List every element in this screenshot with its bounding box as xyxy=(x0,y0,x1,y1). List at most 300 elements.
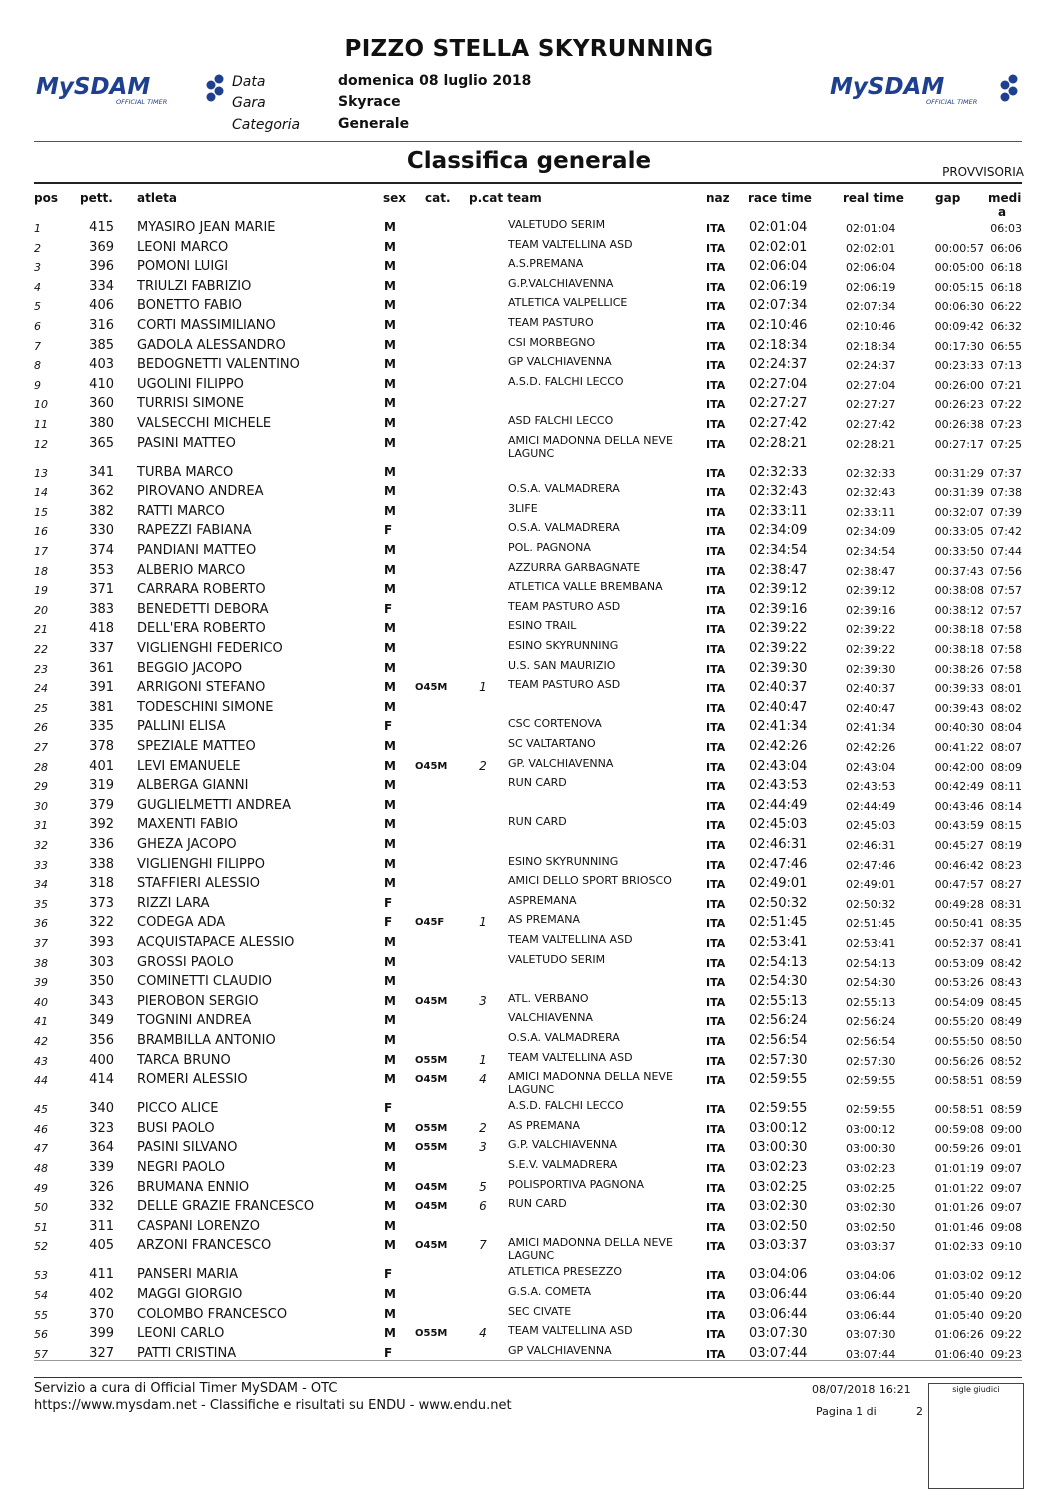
row-pos: 35 xyxy=(34,897,48,911)
table-row xyxy=(0,463,1058,483)
row-sex: F xyxy=(384,1101,393,1116)
row-average: 09:07 xyxy=(990,1181,1022,1195)
table-row xyxy=(0,1265,1058,1285)
row-sex: M xyxy=(384,1218,396,1233)
row-bib: 402 xyxy=(89,1287,114,1302)
row-gap: 00:38:18 xyxy=(934,643,984,656)
row-bib: 391 xyxy=(89,680,114,696)
meta-value-race: Skyrace xyxy=(338,94,401,110)
row-gap: 00:26:23 xyxy=(934,398,984,412)
row-nation: ITA xyxy=(706,339,726,353)
row-nation: ITA xyxy=(706,780,726,794)
row-nation: ITA xyxy=(706,1074,726,1088)
row-average: 09:08 xyxy=(990,1220,1022,1234)
row-race-time: 03:04:06 xyxy=(749,1267,808,1283)
row-sex: M xyxy=(384,954,396,969)
row-athlete: MYASIRO JEAN MARIE xyxy=(137,220,276,235)
row-real-time: 02:54:13 xyxy=(846,956,896,970)
row-sex: M xyxy=(384,993,396,1008)
row-gap: 00:58:51 xyxy=(934,1103,984,1117)
row-gap: 00:38:08 xyxy=(934,584,984,598)
table-row xyxy=(0,1178,1058,1198)
row-athlete: GUGLIELMETTI ANDREA xyxy=(137,797,292,813)
table-row xyxy=(0,796,1058,816)
row-pos: 14 xyxy=(34,486,48,500)
row-sex: M xyxy=(384,935,396,949)
row-athlete: PIROVANO ANDREA xyxy=(137,484,264,500)
row-athlete: ALBERIO MARCO xyxy=(137,562,246,578)
row-average: 08:41 xyxy=(990,937,1022,950)
row-real-time: 02:24:37 xyxy=(846,359,896,373)
row-gap: 00:06:30 xyxy=(934,300,984,314)
row-bib: 318 xyxy=(89,876,114,892)
row-athlete: ARRIGONI STEFANO xyxy=(137,680,266,696)
row-gap: 00:52:37 xyxy=(934,937,984,950)
row-real-time: 02:27:27 xyxy=(846,398,896,412)
row-pos: 10 xyxy=(34,398,48,412)
row-average: 07:57 xyxy=(990,603,1022,617)
row-athlete: GHEZA JACOPO xyxy=(137,837,237,852)
row-average: 08:09 xyxy=(990,760,1022,774)
row-athlete: BENEDETTI DEBORA xyxy=(137,601,269,617)
row-race-time: 02:56:24 xyxy=(749,1013,808,1029)
row-nation: ITA xyxy=(706,1142,726,1156)
row-race-time: 03:06:44 xyxy=(749,1287,808,1302)
row-team: TEAM PASTURO ASD xyxy=(508,678,621,692)
row-category-rank: 1 xyxy=(479,915,487,930)
row-pos: 3 xyxy=(34,261,41,275)
row-team: CSI MORBEGNO xyxy=(508,335,596,349)
row-nation: ITA xyxy=(706,1054,726,1068)
row-race-time: 02:56:54 xyxy=(749,1033,808,1048)
row-sex: F xyxy=(384,719,393,734)
table-row xyxy=(0,659,1058,679)
row-real-time: 02:06:04 xyxy=(846,261,896,275)
row-race-time: 02:59:55 xyxy=(749,1101,808,1117)
row-pos: 31 xyxy=(34,819,48,833)
row-real-time: 02:32:33 xyxy=(846,466,896,480)
row-nation: ITA xyxy=(706,1201,726,1215)
table-row xyxy=(0,414,1058,434)
row-bib: 326 xyxy=(89,1179,114,1195)
row-team: RUN CARD xyxy=(508,1197,567,1211)
row-pos: 16 xyxy=(34,525,48,539)
row-race-time: 02:44:49 xyxy=(749,797,808,813)
table-row xyxy=(0,972,1058,992)
row-race-time: 02:42:26 xyxy=(749,739,808,754)
row-category: O55M xyxy=(415,1142,448,1154)
row-category-rank: 4 xyxy=(479,1072,487,1087)
row-race-time: 02:32:43 xyxy=(749,484,808,500)
row-nation: ITA xyxy=(706,721,726,735)
row-race-time: 02:39:22 xyxy=(749,621,808,637)
row-average: 08:14 xyxy=(990,799,1022,813)
row-pos: 6 xyxy=(34,320,41,333)
row-nation: ITA xyxy=(706,858,726,872)
row-team: S.E.V. VALMADRERA xyxy=(508,1158,618,1171)
row-gap: 00:33:50 xyxy=(934,545,984,558)
row-team: RUN CARD xyxy=(508,815,567,829)
row-sex: M xyxy=(384,739,396,753)
row-category-rank: 2 xyxy=(479,758,487,773)
row-nation: ITA xyxy=(706,241,726,255)
col-header-sex: sex xyxy=(383,191,407,205)
row-pos: 7 xyxy=(34,339,41,353)
row-athlete: BRUMANA ENNIO xyxy=(137,1179,250,1195)
row-race-time: 02:33:11 xyxy=(749,503,808,519)
row-athlete: GADOLA ALESSANDRO xyxy=(137,337,286,353)
row-athlete: PANDIANI MATTEO xyxy=(137,543,257,558)
row-average: 09:20 xyxy=(990,1308,1022,1322)
table-row xyxy=(0,375,1058,395)
row-bib: 341 xyxy=(89,464,114,480)
row-sex: F xyxy=(384,1267,393,1282)
row-bib: 365 xyxy=(89,435,114,451)
row-nation: ITA xyxy=(706,662,726,676)
row-athlete: PASINI SILVANO xyxy=(137,1140,238,1156)
row-sex: M xyxy=(384,1326,396,1341)
row-race-time: 02:34:54 xyxy=(749,543,808,558)
row-sex: M xyxy=(384,1199,396,1214)
row-team: O.S.A. VALMADRERA xyxy=(508,1031,620,1044)
row-average: 08:02 xyxy=(990,701,1022,715)
row-race-time: 02:27:27 xyxy=(749,396,808,412)
row-team: 3LIFE xyxy=(508,501,538,515)
row-race-time: 03:07:44 xyxy=(749,1345,808,1361)
row-average: 08:07 xyxy=(990,741,1022,754)
row-gap: 00:54:09 xyxy=(934,995,984,1009)
table-top-rule xyxy=(34,182,1022,184)
row-race-time: 02:39:16 xyxy=(749,601,808,617)
row-nation: ITA xyxy=(706,398,726,412)
row-athlete: UGOLINI FILIPPO xyxy=(137,376,244,392)
row-bib: 319 xyxy=(89,778,114,794)
row-bib: 415 xyxy=(89,220,114,235)
row-average: 08:27 xyxy=(990,878,1022,892)
table-row xyxy=(0,316,1058,336)
row-team: A.S.D. FALCHI LECCO xyxy=(508,374,624,388)
row-athlete: VIGLIENGHI FEDERICO xyxy=(137,641,283,656)
table-row xyxy=(0,355,1058,375)
row-real-time: 03:04:06 xyxy=(846,1269,896,1283)
row-athlete: CARRARA ROBERTO xyxy=(137,582,266,598)
row-gap: 00:49:28 xyxy=(934,897,984,911)
row-real-time: 02:40:47 xyxy=(846,701,896,715)
row-athlete: BEGGIO JACOPO xyxy=(137,660,243,676)
row-athlete: MAXENTI FABIO xyxy=(137,817,239,833)
row-sex: M xyxy=(384,1013,396,1028)
row-pos: 49 xyxy=(34,1181,48,1195)
row-gap: 00:59:08 xyxy=(934,1122,984,1136)
row-team: TEAM PASTURO ASD xyxy=(508,599,621,613)
row-gap: 00:31:39 xyxy=(934,486,984,500)
row-nation: ITA xyxy=(706,897,726,911)
row-team: SC VALTARTANO xyxy=(508,737,596,750)
row-team: ATLETICA PRESEZZO xyxy=(508,1265,623,1279)
row-gap: 00:39:43 xyxy=(934,701,984,715)
row-sex: M xyxy=(384,660,396,675)
row-sex: M xyxy=(384,974,396,989)
status-badge: PROVVISORIA xyxy=(942,165,1024,179)
col-header-naz: naz xyxy=(706,191,730,205)
row-sex: M xyxy=(384,837,396,851)
row-gap: 01:05:40 xyxy=(934,1308,984,1322)
logo-tagline: OFFICIAL TIMER xyxy=(926,98,978,106)
table-row xyxy=(0,336,1058,356)
row-athlete: PALLINI ELISA xyxy=(137,719,226,735)
row-real-time: 02:02:01 xyxy=(846,241,896,255)
row-team: SEC CIVATE xyxy=(508,1304,572,1318)
row-real-time: 03:00:30 xyxy=(846,1142,896,1156)
row-gap: 00:45:27 xyxy=(934,839,984,852)
row-athlete: TURBA MARCO xyxy=(137,464,234,480)
row-nation: ITA xyxy=(706,320,726,333)
row-sex: M xyxy=(384,582,396,597)
row-nation: ITA xyxy=(706,603,726,617)
row-real-time: 03:02:25 xyxy=(846,1181,896,1195)
row-race-time: 02:45:03 xyxy=(749,817,808,833)
row-nation: ITA xyxy=(706,682,726,696)
row-athlete: BRAMBILLA ANTONIO xyxy=(137,1033,276,1048)
row-average: 07:58 xyxy=(990,623,1022,637)
row-team: VALETUDO SERIM xyxy=(508,218,606,231)
row-gap: 00:53:09 xyxy=(934,956,984,970)
row-nation: ITA xyxy=(706,1269,726,1283)
row-athlete: TURRISI SIMONE xyxy=(137,396,245,412)
row-real-time: 02:39:16 xyxy=(846,603,896,617)
row-gap: 00:26:38 xyxy=(934,418,984,431)
row-average: 06:06 xyxy=(990,241,1022,255)
row-pos: 12 xyxy=(34,437,48,451)
row-category: O45M xyxy=(415,1240,448,1252)
row-bib: 380 xyxy=(89,416,114,431)
row-team: AS PREMANA xyxy=(508,913,580,927)
row-gap: 00:38:18 xyxy=(934,623,984,637)
row-pos: 52 xyxy=(34,1240,48,1254)
row-average: 07:39 xyxy=(990,505,1022,519)
row-real-time: 02:59:55 xyxy=(846,1074,896,1088)
table-row xyxy=(0,1324,1058,1344)
row-race-time: 02:28:21 xyxy=(749,435,808,451)
row-race-time: 03:02:50 xyxy=(749,1218,808,1234)
table-row xyxy=(0,277,1058,297)
row-pos: 19 xyxy=(34,584,48,598)
row-real-time: 02:07:34 xyxy=(846,300,896,314)
row-average: 08:59 xyxy=(990,1074,1022,1088)
row-average: 07:56 xyxy=(990,564,1022,578)
row-bib: 406 xyxy=(89,298,114,314)
row-average: 07:44 xyxy=(990,545,1022,558)
row-team: TEAM VALTELLINA ASD xyxy=(508,1324,633,1338)
row-team: AMICI DELLO SPORT BRIOSCO xyxy=(508,874,672,888)
row-sex: M xyxy=(384,298,396,313)
table-row xyxy=(0,737,1058,757)
row-gap: 01:02:33 xyxy=(934,1240,984,1254)
row-sex: M xyxy=(384,680,396,695)
row-athlete: TODESCHINI SIMONE xyxy=(137,699,274,715)
row-race-time: 02:34:09 xyxy=(749,523,808,539)
row-bib: 369 xyxy=(89,239,114,255)
row-bib: 334 xyxy=(89,278,114,294)
row-athlete: BUSI PAOLO xyxy=(137,1120,215,1136)
row-sex: M xyxy=(384,641,396,655)
table-row xyxy=(0,815,1058,835)
row-athlete: VIGLIENGHI FILIPPO xyxy=(137,856,265,872)
row-real-time: 03:02:50 xyxy=(846,1220,896,1234)
row-pos: 23 xyxy=(34,662,48,676)
row-category-rank: 1 xyxy=(479,1052,487,1067)
row-real-time: 02:45:03 xyxy=(846,819,896,833)
table-row xyxy=(0,894,1058,914)
row-gap: 00:53:26 xyxy=(934,976,984,990)
table-row xyxy=(0,1119,1058,1139)
row-nation: ITA xyxy=(706,418,726,431)
row-athlete: COMINETTI CLAUDIO xyxy=(137,974,273,990)
row-race-time: 02:27:04 xyxy=(749,376,808,392)
row-category-rank: 2 xyxy=(479,1120,487,1135)
row-sex: M xyxy=(384,376,396,391)
row-average: 09:10 xyxy=(990,1240,1022,1254)
row-nation: ITA xyxy=(706,623,726,637)
row-sex: F xyxy=(384,895,393,910)
row-pos: 1 xyxy=(34,222,41,235)
row-sex: M xyxy=(384,758,396,773)
row-race-time: 02:43:04 xyxy=(749,758,808,774)
row-sex: M xyxy=(384,1120,396,1135)
row-team: TEAM VALTELLINA ASD xyxy=(508,237,633,251)
row-athlete: CORTI MASSIMILIANO xyxy=(137,318,276,333)
row-real-time: 03:00:12 xyxy=(846,1122,896,1136)
row-real-time: 02:44:49 xyxy=(846,799,896,813)
row-average: 09:00 xyxy=(990,1122,1022,1136)
row-bib: 335 xyxy=(89,719,114,735)
row-average: 07:22 xyxy=(990,398,1022,412)
row-sex: M xyxy=(384,1072,396,1087)
row-nation: ITA xyxy=(706,1103,726,1117)
row-team: ATL. VERBANO xyxy=(508,991,589,1005)
row-real-time: 02:34:09 xyxy=(846,525,896,539)
row-nation: ITA xyxy=(706,437,726,451)
row-real-time: 03:07:44 xyxy=(846,1347,896,1361)
row-average: 06:03 xyxy=(990,222,1022,235)
col-header-average: medi xyxy=(988,191,1022,205)
row-sex: M xyxy=(384,484,396,499)
row-bib: 392 xyxy=(89,817,114,833)
row-real-time: 02:27:42 xyxy=(846,418,896,431)
row-race-time: 02:39:12 xyxy=(749,582,808,598)
row-average: 09:12 xyxy=(990,1269,1022,1283)
row-sex: M xyxy=(384,503,396,518)
row-gap: 00:37:43 xyxy=(934,564,984,578)
row-nation: ITA xyxy=(706,1328,726,1342)
row-gap: 01:05:40 xyxy=(934,1289,984,1302)
row-sex: M xyxy=(384,1287,396,1301)
row-team: AMICI MADONNA DELLA NEVE LAGUNC xyxy=(508,1236,673,1263)
row-real-time: 02:39:12 xyxy=(846,584,896,598)
row-race-time: 03:06:44 xyxy=(749,1306,808,1322)
row-nation: ITA xyxy=(706,1181,726,1195)
footer-timestamp: 08/07/2018 16:21 xyxy=(812,1383,911,1396)
row-nation: ITA xyxy=(706,741,726,754)
row-gap: 00:59:26 xyxy=(934,1142,984,1156)
row-team: POLISPORTIVA PAGNONA xyxy=(508,1177,645,1191)
row-real-time: 02:57:30 xyxy=(846,1054,896,1068)
row-gap: 00:05:00 xyxy=(934,261,984,275)
row-team: AS PREMANA xyxy=(508,1118,580,1132)
row-bib: 356 xyxy=(89,1033,114,1048)
row-pos: 15 xyxy=(34,505,48,519)
row-gap: 00:55:50 xyxy=(934,1035,984,1048)
table-row xyxy=(0,874,1058,894)
col-header-athlete: atleta xyxy=(137,191,177,205)
row-gap: 00:56:26 xyxy=(934,1054,984,1068)
row-race-time: 02:24:37 xyxy=(749,357,808,373)
judges-label: sigle giudici xyxy=(952,1385,1000,1394)
table-row xyxy=(0,1305,1058,1325)
row-athlete: RAPEZZI FABIANA xyxy=(137,523,252,539)
row-real-time: 02:46:31 xyxy=(846,839,896,852)
row-gap: 00:43:59 xyxy=(934,819,984,833)
col-header-cat: cat. xyxy=(425,191,451,205)
row-team: VALETUDO SERIM xyxy=(508,952,606,966)
table-row xyxy=(0,1031,1058,1051)
row-bib: 353 xyxy=(89,562,114,578)
row-real-time: 02:27:04 xyxy=(846,378,896,392)
row-pos: 5 xyxy=(34,300,41,314)
row-bib: 343 xyxy=(89,993,114,1009)
row-bib: 336 xyxy=(89,837,114,852)
row-category: O45M xyxy=(415,1201,448,1213)
row-athlete: BEDOGNETTI VALENTINO xyxy=(137,357,300,373)
table-row xyxy=(0,541,1058,561)
col-header-pcat-team: p.cat team xyxy=(469,191,542,205)
row-pos: 38 xyxy=(34,956,48,970)
row-real-time: 02:50:32 xyxy=(846,897,896,911)
row-average: 07:58 xyxy=(990,643,1022,656)
row-pos: 9 xyxy=(34,378,41,392)
row-average: 07:13 xyxy=(990,359,1022,373)
row-real-time: 02:10:46 xyxy=(846,320,896,333)
row-average: 08:19 xyxy=(990,839,1022,852)
row-sex: M xyxy=(384,817,396,832)
table-row xyxy=(0,1138,1058,1158)
row-sex: M xyxy=(384,1306,396,1321)
table-row xyxy=(0,296,1058,316)
row-race-time: 02:57:30 xyxy=(749,1052,808,1068)
row-category-rank: 5 xyxy=(479,1179,487,1194)
row-race-time: 03:02:30 xyxy=(749,1199,808,1215)
table-row xyxy=(0,1236,1058,1263)
row-average: 07:25 xyxy=(990,437,1022,451)
row-team: CSC CORTENOVA xyxy=(508,717,602,731)
row-race-time: 02:39:30 xyxy=(749,660,808,676)
table-row xyxy=(0,521,1058,541)
meta-label-race: Gara xyxy=(232,95,266,111)
row-athlete: ALBERGA GIANNI xyxy=(137,778,249,794)
row-real-time: 02:39:22 xyxy=(846,623,896,637)
table-row xyxy=(0,835,1058,855)
row-category: O45M xyxy=(415,995,448,1007)
row-athlete: LEONI CARLO xyxy=(137,1326,225,1342)
row-real-time: 02:33:11 xyxy=(846,505,896,519)
table-row xyxy=(0,698,1058,718)
row-nation: ITA xyxy=(706,819,726,833)
row-pos: 24 xyxy=(34,682,48,696)
row-pos: 42 xyxy=(34,1035,48,1048)
row-real-time: 03:02:30 xyxy=(846,1201,896,1215)
row-bib: 399 xyxy=(89,1326,114,1342)
row-real-time: 02:42:26 xyxy=(846,741,896,754)
